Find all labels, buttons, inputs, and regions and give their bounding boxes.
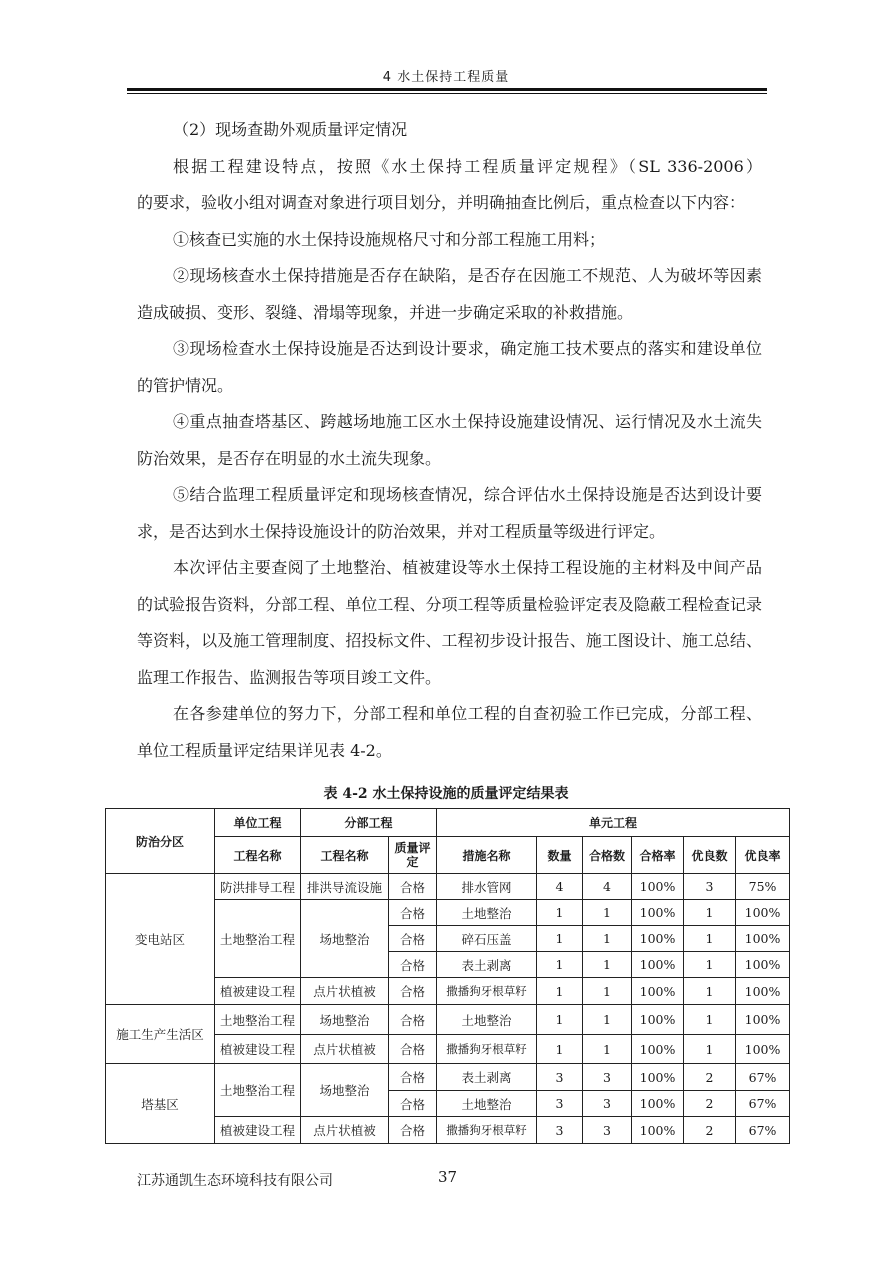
qual-rate-cell: 100% <box>632 926 684 952</box>
zone-cell: 变电站区 <box>106 874 215 1005</box>
header-unit-name: 工程名称 <box>215 837 301 874</box>
check-item-2: ②现场核查水土保持措施是否存在缺陷，是否存在因施工不规范、人为破坏等因素造成破损、变形、裂缝、滑塌等现象，并进一步确定采取的补救措施。 <box>137 266 762 322</box>
quality-cell: 合格 <box>389 900 437 926</box>
check-item-3: ③现场检查水土保持设施是否达到设计要求，确定施工技术要点的落实和建设单位的管护情况。 <box>137 339 762 395</box>
header-element: 单元工程 <box>437 809 790 837</box>
qualified-cell: 3 <box>583 1117 632 1144</box>
header-measure: 措施名称 <box>437 837 537 874</box>
measure-cell: 土地整治 <box>437 1005 537 1035</box>
qualified-cell: 1 <box>583 926 632 952</box>
quality-cell: 合格 <box>389 1005 437 1035</box>
excellent-cell: 2 <box>684 1091 736 1117</box>
quality-cell: 合格 <box>389 1117 437 1144</box>
excellent-cell: 1 <box>684 952 736 978</box>
sub-name-cell: 场地整治 <box>301 900 389 978</box>
exc-rate-cell: 67% <box>736 1064 790 1091</box>
sub-name-cell: 点片状植被 <box>301 1117 389 1144</box>
exc-rate-cell: 100% <box>736 952 790 978</box>
count-cell: 3 <box>537 1064 583 1091</box>
measure-cell: 土地整治 <box>437 900 537 926</box>
count-cell: 1 <box>537 926 583 952</box>
table-row <box>106 1064 790 1091</box>
count-cell: 1 <box>537 952 583 978</box>
body-text <box>137 112 762 769</box>
excellent-cell: 1 <box>684 1035 736 1064</box>
count-cell: 1 <box>537 1005 583 1035</box>
paragraph-1b: 的要求，验收小组对调查对象进行项目划分，并明确抽查比例后，重点检查以下内容： <box>137 193 746 212</box>
quality-cell: 合格 <box>389 978 437 1005</box>
qual-rate-cell: 100% <box>632 1091 684 1117</box>
header-quality: 质量评定 <box>389 837 437 874</box>
unit-name-cell: 植被建设工程 <box>215 1117 301 1144</box>
count-cell: 1 <box>537 1035 583 1064</box>
qual-rate-cell: 100% <box>632 952 684 978</box>
exc-rate-cell: 100% <box>736 926 790 952</box>
exc-rate-cell: 100% <box>736 978 790 1005</box>
quality-cell: 合格 <box>389 1064 437 1091</box>
measure-cell: 撒播狗牙根草籽 <box>437 1117 537 1144</box>
unit-name-cell: 土地整治工程 <box>215 1005 301 1035</box>
excellent-cell: 2 <box>684 1117 736 1144</box>
table-header-row-1 <box>106 809 790 837</box>
header-zone: 防治分区 <box>106 809 215 874</box>
header-rule-thin <box>127 93 767 94</box>
zone-cell: 塔基区 <box>106 1064 215 1144</box>
header-unit-project: 单位工程 <box>215 809 301 837</box>
measure-cell: 表土剥离 <box>437 1064 537 1091</box>
excellent-cell: 1 <box>684 978 736 1005</box>
exc-rate-cell: 75% <box>736 874 790 900</box>
qualified-cell: 1 <box>583 952 632 978</box>
count-cell: 3 <box>537 1117 583 1144</box>
qual-rate-cell: 100% <box>632 1117 684 1144</box>
measure-cell: 碎石压盖 <box>437 926 537 952</box>
excellent-cell: 1 <box>684 1005 736 1035</box>
qualified-cell: 4 <box>583 874 632 900</box>
sub-name-cell: 点片状植被 <box>301 1035 389 1064</box>
table-caption: 表 4-2 水土保持设施的质量评定结果表 <box>323 786 569 802</box>
paragraph-1a: 根据工程建设特点，按照《水土保持工程质量评定规程》（SL 336-2006） <box>173 156 762 176</box>
header-exc-rate: 优良率 <box>736 837 790 874</box>
qual-rate-cell: 100% <box>632 1035 684 1064</box>
paragraph-2: 本次评估主要查阅了土地整治、植被建设等水土保持工程设施的主材料及中间产品的试验报告资料，分部工程、单位工程、分项工程等质量检验评定表及隐蔽工程检查记录等资料，以及施工管理制度、招投标文件、工程初步设计报告、施工图设计、施工总结、监理工作报告、监测报告等项目竣工文件。 <box>137 558 762 687</box>
check-item-4: ④重点抽查塔基区、跨越场地施工区水土保持设施建设情况、运行情况及水土流失防治效果，是否存在明显的水土流失现象。 <box>137 412 762 468</box>
count-cell: 4 <box>537 874 583 900</box>
qualified-cell: 3 <box>583 1064 632 1091</box>
quality-cell: 合格 <box>389 1091 437 1117</box>
exc-rate-cell: 100% <box>736 900 790 926</box>
header-sub-project: 分部工程 <box>301 809 437 837</box>
sub-name-cell: 场地整治 <box>301 1005 389 1035</box>
sub-name-cell: 场地整治 <box>301 1064 389 1117</box>
quality-evaluation-table <box>105 808 790 1144</box>
measure-cell: 表土剥离 <box>437 952 537 978</box>
check-item-1: ①核查已实施的水土保持设施规格尺寸和分部工程施工用料； <box>173 229 606 249</box>
unit-name-cell: 防洪排导工程 <box>215 874 301 900</box>
quality-cell: 合格 <box>389 1035 437 1064</box>
measure-cell: 撒播狗牙根草籽 <box>437 1035 537 1064</box>
excellent-cell: 1 <box>684 900 736 926</box>
check-item-5: ⑤结合监理工程质量评定和现场核查情况，综合评估水土保持设施是否达到设计要求，是否达到水土保持设施设计的防治效果，并对工程质量等级进行评定。 <box>137 485 762 541</box>
exc-rate-cell: 100% <box>736 1005 790 1035</box>
count-cell: 3 <box>537 1091 583 1117</box>
paragraph-3: 在各参建单位的努力下，分部工程和单位工程的自查初验工作已完成，分部工程、单位工程质量评定结果详见表 4-2。 <box>137 704 762 760</box>
qualified-cell: 1 <box>583 1005 632 1035</box>
header-rule-thick <box>127 88 767 91</box>
qualified-cell: 3 <box>583 1091 632 1117</box>
measure-cell: 排水管网 <box>437 874 537 900</box>
exc-rate-cell: 100% <box>736 1035 790 1064</box>
quality-cell: 合格 <box>389 926 437 952</box>
quality-cell: 合格 <box>389 952 437 978</box>
unit-name-cell: 土地整治工程 <box>215 900 301 978</box>
excellent-cell: 1 <box>684 926 736 952</box>
unit-name-cell: 植被建设工程 <box>215 1035 301 1064</box>
qual-rate-cell: 100% <box>632 978 684 1005</box>
sub-name-cell: 排洪导流设施 <box>301 874 389 900</box>
qualified-cell: 1 <box>583 900 632 926</box>
measure-cell: 土地整治 <box>437 1091 537 1117</box>
excellent-cell: 2 <box>684 1064 736 1091</box>
qual-rate-cell: 100% <box>632 900 684 926</box>
section-subtitle: （2）现场查勘外观质量评定情况 <box>173 120 408 139</box>
count-cell: 1 <box>537 900 583 926</box>
header-count: 数量 <box>537 837 583 874</box>
qualified-cell: 1 <box>583 978 632 1005</box>
unit-name-cell: 土地整治工程 <box>215 1064 301 1117</box>
measure-cell: 撒播狗牙根草籽 <box>437 978 537 1005</box>
sub-name-cell: 点片状植被 <box>301 978 389 1005</box>
qual-rate-cell: 100% <box>632 874 684 900</box>
running-header: 4 水土保持工程质量 <box>382 70 510 85</box>
excellent-cell: 3 <box>684 874 736 900</box>
exc-rate-cell: 67% <box>736 1117 790 1144</box>
page-number: 37 <box>438 1168 458 1186</box>
exc-rate-cell: 67% <box>736 1091 790 1117</box>
zone-cell: 施工生产生活区 <box>106 1005 215 1064</box>
qualified-cell: 1 <box>583 1035 632 1064</box>
header-qualified: 合格数 <box>583 837 632 874</box>
quality-cell: 合格 <box>389 874 437 900</box>
header-sub-name: 工程名称 <box>301 837 389 874</box>
table-row <box>106 874 790 900</box>
table-row <box>106 1005 790 1035</box>
header-qual-rate: 合格率 <box>632 837 684 874</box>
header-excellent: 优良数 <box>684 837 736 874</box>
count-cell: 1 <box>537 978 583 1005</box>
qual-rate-cell: 100% <box>632 1064 684 1091</box>
qual-rate-cell: 100% <box>632 1005 684 1035</box>
unit-name-cell: 植被建设工程 <box>215 978 301 1005</box>
footer-company: 江苏通凯生态环境科技有限公司 <box>137 1173 333 1189</box>
